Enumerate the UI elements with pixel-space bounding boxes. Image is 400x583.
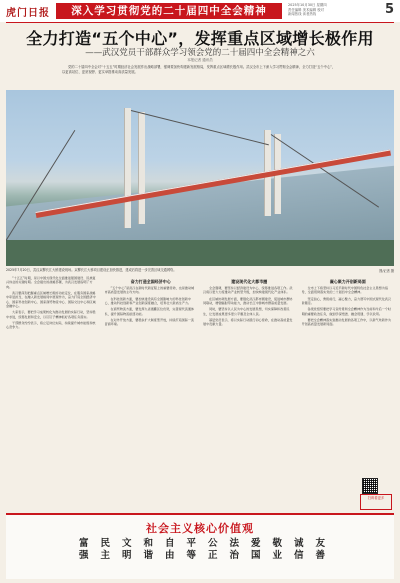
article-column — [6, 276, 99, 508]
value-word — [203, 538, 223, 574]
value-char: 正 — [207, 550, 218, 561]
value-char: 谐 — [143, 550, 153, 561]
bridge-photo — [6, 90, 394, 266]
value-word — [160, 538, 180, 574]
value-char: 民 — [100, 538, 110, 549]
value-char: 国 — [250, 550, 261, 561]
value-word — [74, 538, 94, 574]
value-word — [182, 538, 202, 574]
value-word — [246, 538, 266, 574]
value-char: 信 — [293, 550, 304, 561]
paragraph: 全会强调，要坚持以经济建设为中心，统筹推进各项工作。武汉将以更大力度推动产业转型升级，加快构建现代化产业体系。 — [203, 286, 293, 295]
value-char: 强 — [78, 550, 89, 561]
section-title: 奋力打造全国经济中心 — [130, 279, 171, 284]
paragraph: 要把全会精神落实到推动发展的各项工作中，以新气象新作为开创高质量发展新局面。 — [301, 318, 392, 327]
value-char: 治 — [229, 550, 239, 561]
section-title: 凝心聚力开创新局面 — [329, 279, 366, 284]
value-char: 业 — [272, 550, 282, 561]
value-word — [289, 538, 309, 574]
value-char: 公 — [207, 538, 218, 549]
paragraph: 在区域协调发展方面，要强化武汉都市圈建设，促进城市群协同联动，增强辐射带动能力，推动长江中游城市群高质量发展。 — [203, 296, 293, 306]
paragraph: 干部群众纷纷表示，将立足岗位实际，持续提升城市能级和核心竞争力。 — [6, 321, 96, 330]
article-column — [302, 276, 395, 508]
article-byline: 本报记者 通讯员 — [187, 58, 213, 62]
masthead-rule — [6, 22, 394, 23]
article-subhead: ——武汉党员干部群众学习领会党的二十届四中全会精神之六 — [85, 48, 315, 58]
masthead — [0, 0, 400, 22]
qr-code-icon[interactable] — [362, 478, 378, 494]
section-title: 建设现代化大都市圈 — [231, 279, 268, 284]
value-word — [139, 538, 159, 574]
value-char: 友 — [315, 538, 325, 549]
riverbank-shape — [6, 240, 394, 266]
scan-stamp: 扫码看更多 — [360, 494, 392, 510]
paragraph: 在对外开放方面，要稳步扩大制度型开放，持续打造国际一流营商环境。 — [104, 318, 195, 327]
value-word — [96, 538, 116, 574]
value-char: 富 — [78, 538, 89, 549]
value-char: 等 — [186, 550, 196, 561]
paragraph: 同时，要坚持以人民为中心的发展思想，切实保障和改善民生，让发展成果更多更公平惠及全体人民。 — [203, 307, 290, 316]
meta-line: 责任编辑 美术编辑 校对 — [288, 7, 325, 12]
masthead-meta — [288, 3, 380, 17]
value-char: 平 — [186, 538, 196, 549]
value-char: 诚 — [293, 538, 304, 549]
value-char: 爱 — [250, 538, 261, 549]
paragraph: 全市上下将坚持以习近平新时代中国特色社会主义思想为指导，全面贯彻落实党的二十届四中全会精神。 — [301, 286, 388, 295]
article-lead: 党的二十届四中全会对“十五五”时期经济社会发展作出战略部署，强调要加快构建新发展格局，发挥重点区域增长极作用。武汉全市上下深入学习贯彻全会精神，全力打造“五个中心”，以更高站位、更宽视野、更实举措推动高质量发展。 — [62, 65, 336, 74]
photo-caption: 2025年7月20日，武汉双柳长江大桥建设现场。双柳长江大桥项目建设正加快推进，建成后将进一步完善区域交通网络。 — [6, 268, 177, 272]
value-char: 明 — [121, 550, 132, 561]
value-char: 由 — [164, 550, 175, 561]
core-values-title: 社会主义核心价值观 — [146, 522, 254, 535]
value-char: 法 — [229, 538, 239, 549]
article-column — [203, 276, 296, 508]
meta-line: 新闻热线 读者热线 — [288, 12, 317, 17]
value-word — [117, 538, 137, 574]
paragraph: 大家表示，要把学习成果转化为推动发展的实际行动，坚持稳中求进，统筹发展和安全，以钉钉子精神抓好各项任务落实。 — [6, 310, 96, 319]
article-columns — [6, 276, 394, 508]
paragraph: 在科技创新方面，要加快建设具有全国影响力的科技创新中心，推动科技创新和产业创新深度融合，培育壮大新质生产力。 — [104, 296, 192, 306]
value-char: 和 — [143, 538, 153, 549]
newspaper-name: 虎门日报 — [6, 8, 50, 19]
bridge-tower-left — [124, 108, 131, 228]
paragraph: “五个中心”是武汉在新时代新征程上的重要使命，也是推动城市高质量发展的主攻方向。 — [104, 286, 195, 295]
article-headline: 全力打造“五个中心”，发挥重点区域增长极作用 — [26, 29, 374, 48]
value-word — [268, 538, 288, 574]
article-column — [105, 276, 198, 508]
section-band: 深入学习贯彻党的二十届四中全会精神 — [56, 3, 282, 19]
paragraph: 基层党员表示，将以实际行动践行初心使命，在推动高质量发展中贡献力量。 — [203, 318, 293, 327]
bridge-tower-left-2 — [138, 112, 145, 224]
paragraph: 武汉要深刻把握重点区域增长极的功能定位，在服务国家战略中彰显担当，在融入新发展格局中展现作为，奋力打造全国经济中心、国家科技创新中心、国家商贸物流中心、国际交往中心和区域金融中心。 — [6, 291, 96, 309]
photo-credit: 图/记者 摄 — [379, 269, 394, 273]
bridge-cable — [131, 110, 269, 145]
core-values-banner — [6, 513, 394, 579]
value-char: 善 — [315, 550, 325, 561]
page-number: 5 — [384, 2, 394, 17]
value-word — [311, 538, 331, 574]
value-word — [225, 538, 245, 574]
value-char: 主 — [100, 550, 110, 561]
core-values-grid — [74, 538, 330, 574]
paragraph: 坚定信心，勇毅前行，凝心聚力，奋力谱写中国式现代化武汉新篇章。 — [301, 296, 392, 306]
value-char: 自 — [164, 538, 175, 549]
paragraph: 各级党组织要把学习宣传贯彻全会精神作为当前和今后一个时期的重要政治任务，做到学深悟透、融会贯通、学以致用。 — [301, 307, 392, 316]
paragraph: 在商贸物流方面，要发挥九省通衢区位优势，完善现代流通体系，提升国际物流枢纽功能。 — [104, 307, 195, 316]
meta-line: 2025年10月30日 星期四 — [288, 3, 327, 7]
value-char: 文 — [121, 538, 132, 549]
paragraph: “十五五”时期，是以中国式现代化全面推进强国建设、民族复兴伟业的关键时期。全会提出的战略部署，为武汉发展指明了方向。 — [6, 276, 96, 289]
value-char: 敬 — [272, 538, 282, 549]
